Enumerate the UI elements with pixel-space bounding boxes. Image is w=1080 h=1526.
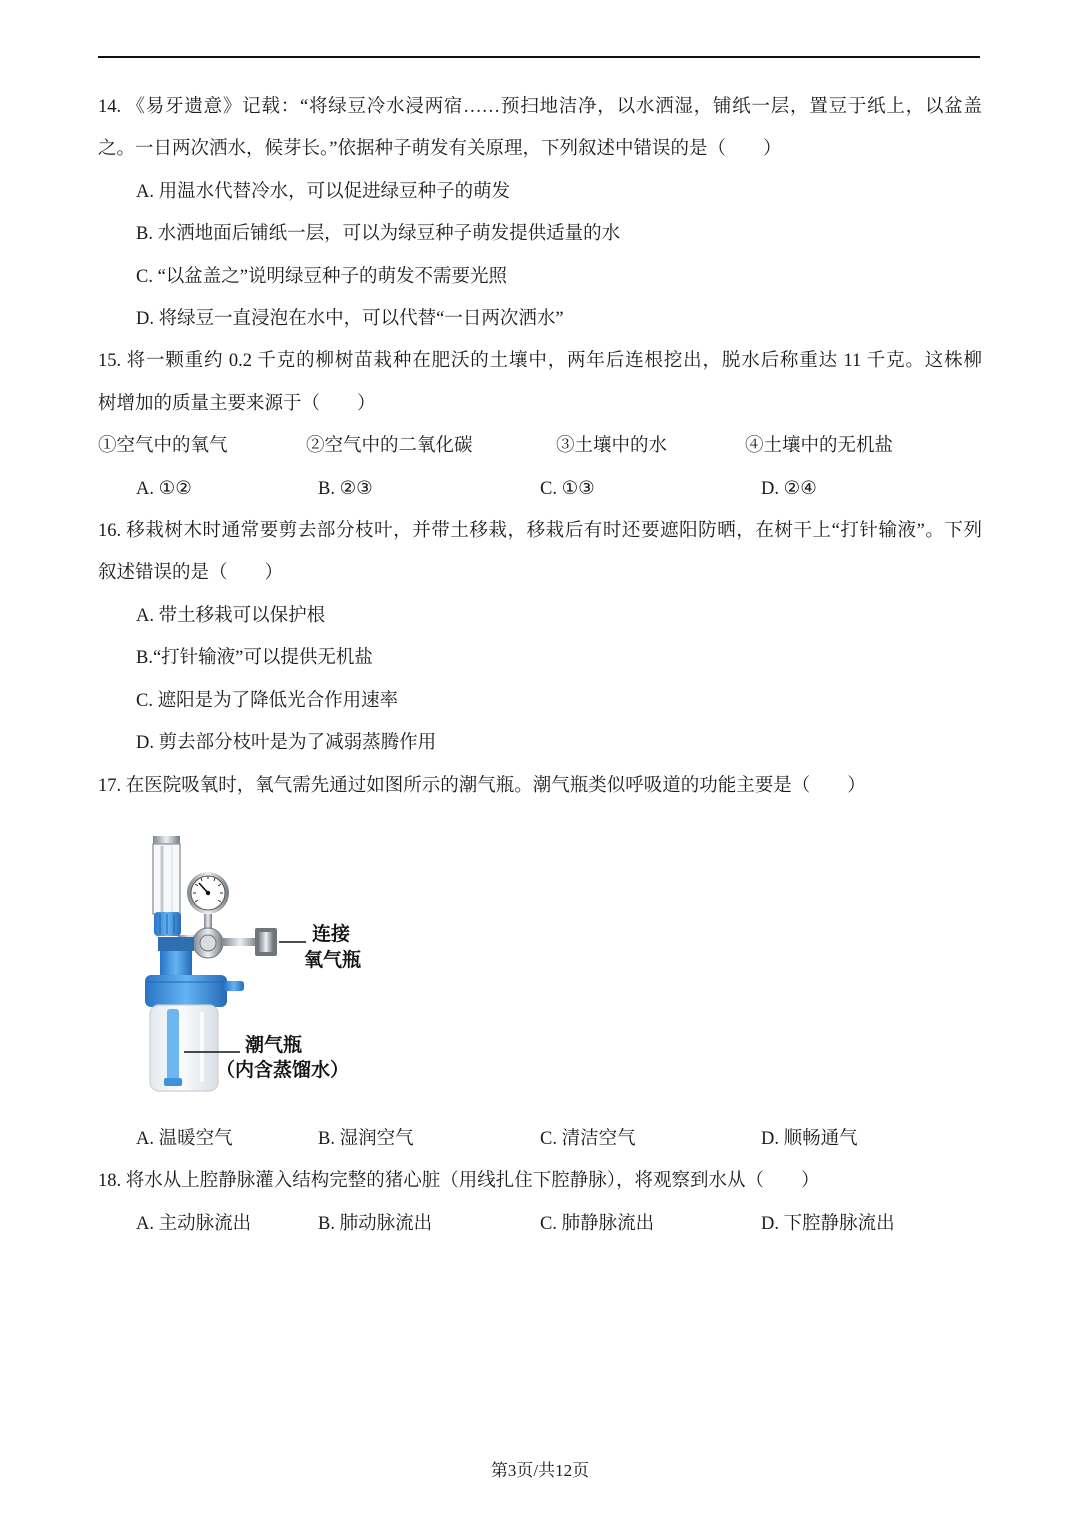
connection-pipe <box>222 938 258 946</box>
q15-item-2: ②空气中的二氧化碳 <box>306 436 473 456</box>
flowmeter-tube <box>153 836 180 914</box>
oxygen-connector-nut <box>255 928 277 956</box>
q14-option-c: C. “以盆盖之”说明绿豆种子的萌发不需要光照 <box>136 267 508 287</box>
q14-stem-line-2: 之。一日两次洒水，候芽长。”依据种子萌发有关原理，下列叙述中错误的是（ ） <box>98 139 782 159</box>
header-rule <box>98 56 980 58</box>
pressure-gauge-icon <box>187 872 229 914</box>
q18-stem-line-1: 18. 将水从上腔静脉灌入结构完整的猪心脏（用线扎住下腔静脉），将观察到水从（ ） <box>98 1171 820 1191</box>
flow-knob <box>154 912 181 936</box>
q15-option-b: B. ②③ <box>318 479 373 499</box>
bottle-cap <box>145 975 244 1007</box>
q15-item-4: ④土壤中的无机盐 <box>745 436 894 456</box>
q15-item-3: ③土壤中的水 <box>556 436 668 456</box>
q17-option-a: A. 温暖空气 <box>136 1129 233 1149</box>
q17-option-c: C. 清洁空气 <box>540 1129 636 1149</box>
page-number: 第3页/共12页 <box>490 1461 590 1480</box>
q15-option-a: A. ①② <box>136 479 192 499</box>
q18-option-a: A. 主动脉流出 <box>136 1214 252 1234</box>
figure-label-bottle-1: 潮气瓶 <box>245 1034 303 1056</box>
q15-option-d: D. ②④ <box>761 479 817 499</box>
q16-option-b: B.“打针输液”可以提供无机盐 <box>136 648 373 668</box>
q18-option-d: D. 下腔静脉流出 <box>761 1214 895 1234</box>
humidifier-bottle <box>150 1005 218 1091</box>
figure-label-bottle-2: （内含蒸馏水） <box>216 1059 350 1081</box>
q16-option-a: A. 带土移栽可以保护根 <box>136 606 326 626</box>
q14-option-b: B. 水洒地面后铺纸一层，可以为绿豆种子萌发提供适量的水 <box>136 224 621 244</box>
q17-option-b: B. 湿润空气 <box>318 1129 414 1149</box>
q15-option-c: C. ①③ <box>540 479 595 499</box>
q17-stem-line-1: 17. 在医院吸氧时，氧气需先通过如图所示的潮气瓶。潮气瓶类似呼吸道的功能主要是（ ） <box>98 776 866 796</box>
q15-stem-line-2: 树增加的质量主要来源于（ ） <box>98 394 376 414</box>
q17-option-d: D. 顺畅通气 <box>761 1129 858 1149</box>
q16-option-d: D. 剪去部分枝叶是为了减弱蒸腾作用 <box>136 733 437 753</box>
q16-option-c: C. 遮阳是为了降低光合作用速率 <box>136 691 399 711</box>
hex-nut <box>158 937 194 951</box>
q16-stem-line-1: 16. 移栽树木时通常要剪去部分枝叶，并带土移栽，移栽后有时还要遮阳防晒，在树干上“打针输液”。下列 <box>98 521 982 541</box>
q15-stem-line-1: 15. 将一颗重约 0.2 千克的柳树苗栽种在肥沃的土壤中，两年后连根挖出，脱水后称重达 11 千克。这株柳 <box>98 351 982 371</box>
q18-option-b: B. 肺动脉流出 <box>318 1214 433 1234</box>
bottle-neck <box>160 951 192 975</box>
figure-label-connect-1: 连接 <box>312 923 351 945</box>
q16-stem-line-2: 叙述错误的是（ ） <box>98 563 284 583</box>
q14-option-d: D. 将绿豆一直浸泡在水中，可以代替“一日两次洒水” <box>136 309 564 329</box>
q14-option-a: A. 用温水代替冷水，可以促进绿豆种子的萌发 <box>136 182 511 202</box>
regulator-body <box>193 928 223 958</box>
figure-label-connect-2: 氧气瓶 <box>304 949 362 971</box>
q18-option-c: C. 肺静脉流出 <box>540 1214 655 1234</box>
q15-item-1: ①空气中的氧气 <box>98 436 228 456</box>
q14-stem-line-1: 14. 《易牙遗意》记载：“将绿豆冷水浸两宿……预扫地洁净，以水洒湿，铺纸一层，置豆于纸上，以盆盖 <box>98 97 982 117</box>
